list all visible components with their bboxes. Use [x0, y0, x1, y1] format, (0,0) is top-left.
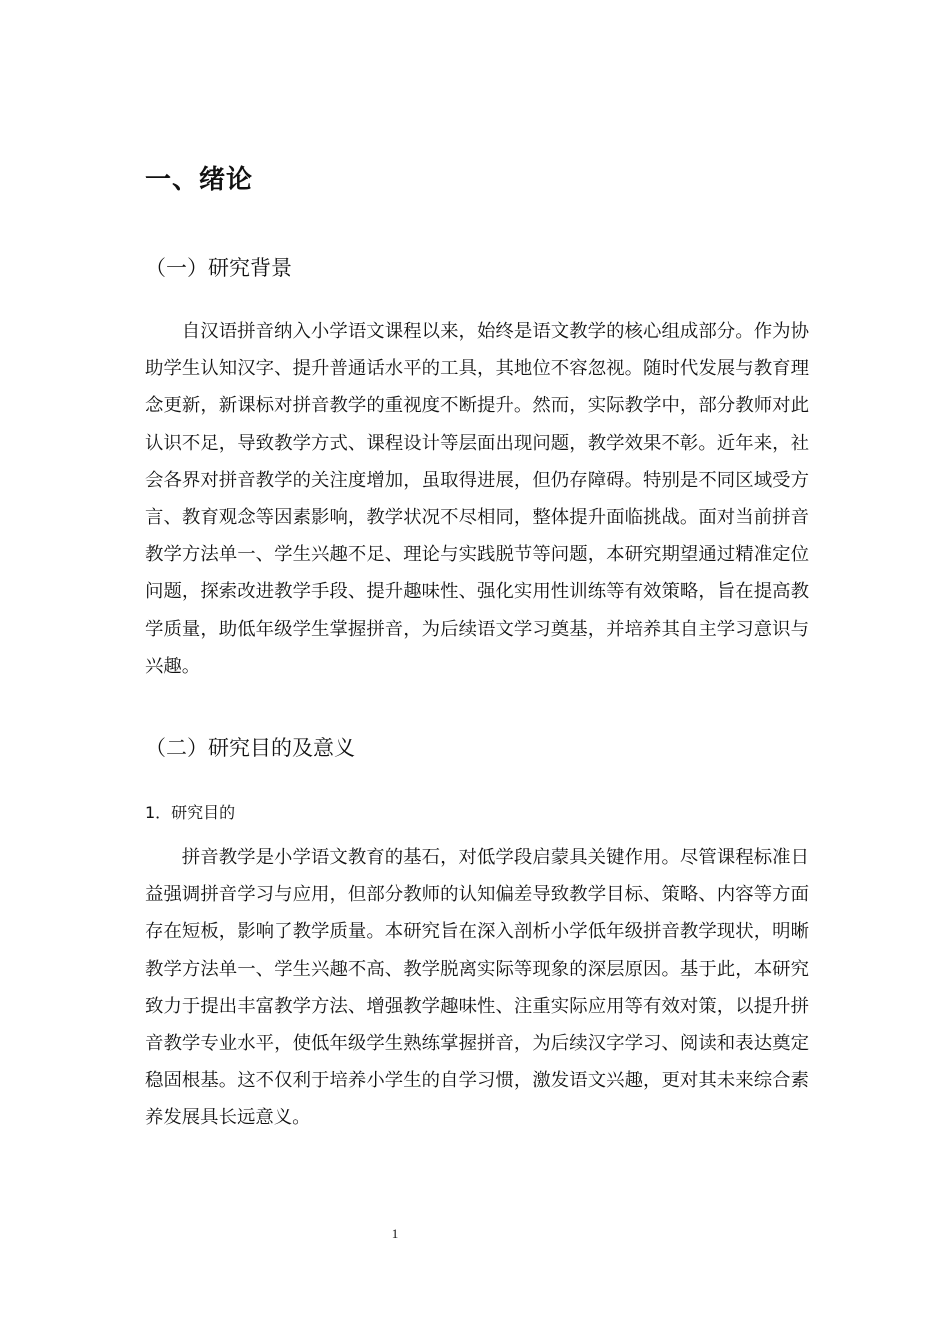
chapter-title: 一、绪论 [145, 165, 254, 195]
section-heading-purpose-significance: （二）研究目的及意义 [145, 736, 355, 760]
subsection-heading-purpose: 1．研究目的 [145, 803, 236, 822]
purpose-paragraph: 拼音教学是小学语文教育的基石，对低学段启蒙具关键作用。尽管课程标准日益强调拼音学习与应用，但部分教师的认知偏差导致教学目标、策略、内容等方面存在短板，影响了教学质量。本研究旨在深入剖析小学低年级拼音教学现状，明晰教学方法单一、学生兴趣不高、教学脱离实际等现象的深层原因。基于此，本研究致力于提出丰富教学方法、增强教学趣味性、注重实际应用等有效对策，以提升拼音教学专业水平，使低年级学生熟练掌握拼音，为后续汉字学习、阅读和表达奠定稳固根基。这不仅利于培养小学生的自学习惯，激发语文兴趣，更对其未来综合素养发展具长远意义。 [145, 847, 809, 1129]
page-number: 1 [391, 1226, 399, 1241]
background-paragraph: 自汉语拼音纳入小学语文课程以来，始终是语文教学的核心组成部分。作为协助学生认知汉字、提升普通话水平的工具，其地位不容忽视。随时代发展与教育理念更新，新课标对拼音教学的重视度不断提升。然而，实际教学中，部分教师对此认识不足，导致教学方式、课程设计等层面出现问题，教学效果不彰。近年来，社会各界对拼音教学的关注度增加，虽取得进展，但仍存障碍。特别是不同区域受方言、教育观念等因素影响，教学状况不尽相同，整体提升面临挑战。面对当前拼音教学方法单一、学生兴趣不足、理论与实践脱节等问题，本研究期望通过精准定位问题，探索改进教学手段、提升趣味性、强化实用性训练等有效策略，旨在提高教学质量，助低年级学生掌握拼音，为后续语文学习奠基，并培养其自主学习意识与兴趣。 [145, 321, 809, 677]
section-heading-background: （一）研究背景 [145, 256, 292, 280]
